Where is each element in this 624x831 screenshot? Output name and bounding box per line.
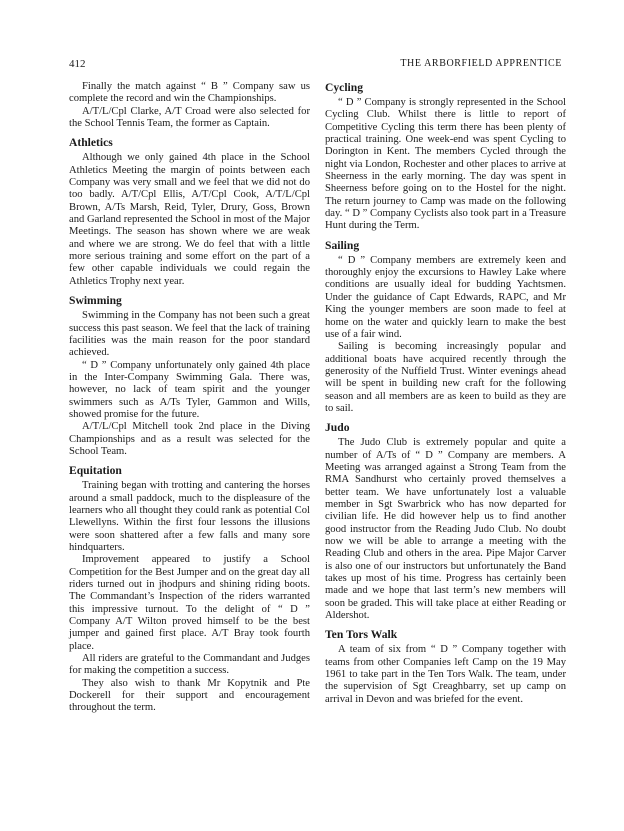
equitation-paragraph: All riders are grateful to the Commandant and Judges for making the competition a success. xyxy=(69,653,310,677)
sailing-paragraph: “ D ” Company members are extremely keen and thoroughly enjoy the excursions to Hawley Lake where conditions are usually ideal for budding Yachtsmen. Under the guidance of Capt Edwards, RAPC, and Mr King the younger members are soon made to feel at home on the water and quickly learn to make the best use of a fair wind. xyxy=(325,254,566,340)
section-heading-athletics: Athletics xyxy=(69,136,113,150)
section-heading-cycling: Cycling xyxy=(325,81,364,94)
section-heading-ten-tors: Ten Tors Walk xyxy=(325,628,398,642)
equitation-paragraph: Improvement appeared to justify a School Competition for the Best Jumper and on the great day all riders turned out in jhodpurs and shining riding boots. The Commandant’s Inspection of the riders warranted this impressive turnout. To the delight of “ D ” Company A/T Wilton proved himself to be the best jumper and gained first place. A/T Bray took fourth place. xyxy=(69,554,310,652)
section-heading-judo: Judo xyxy=(325,421,350,435)
equitation-paragraph: Training began with trotting and cantering the horses around a small paddock, much to the displeasure of the learners who all thought they could rank as potential Col Llewellyns. Within the first four lessons the illusions were soon shattered after a few falls and many sore hindquarters. xyxy=(69,480,310,553)
page-number: 412 xyxy=(69,58,86,70)
running-head: THE ARBORFIELD APPRENTICE xyxy=(400,58,562,69)
section-heading-swimming: Swimming xyxy=(69,294,122,308)
swimming-paragraph: A/T/L/Cpl Mitchell took 2nd place in the Diving Championships and as a result was selected for the School Team. xyxy=(69,421,310,457)
section-heading-equitation: Equitation xyxy=(69,464,122,478)
page-header xyxy=(69,58,562,72)
athletics-paragraph: Although we only gained 4th place in the School Athletics Meeting the margin of points between each Company was very small and we feel that we did not do too badly. A/T/Cpl Ellis, A/T/Cpl Cook, A/T/L/Cpl Brown, A/Ts Marsh, Reid, Tyler, Drury, Goss, Brown and Garland represented the School in most of the Major Meetings. The season has shown where we are weak and where we are strong. We do feel that with a little more serious training and some effort on the part of a few other capable individuals we could regain the Athletics Trophy next year. xyxy=(69,152,310,287)
section-heading-sailing: Sailing xyxy=(325,238,360,252)
intro-paragraph: Finally the match against “ B ” Company saw us complete the record and win the Championships. xyxy=(69,81,310,105)
swimming-paragraph: “ D ” Company unfortunately only gained 4th place in the Inter-Company Swimming Gala. There was, however, no lack of team spirit and the younger swimmers such as A/Ts Tyler, Gammon and Wills, showed promise for the future. xyxy=(69,359,310,420)
cycling-paragraph: “ D ” Company is strongly represented in the School Cycling Club. Whilst there is little to report of Competitive Cycling this term there has been plenty of practical training. One week-end was spent Cycling to Dorington in Kent. The members Cycled through the night via London, Rochester and other places to arrive at Sheerness in the early morning. The day was spent in Sheerness before going on to the Hostel for the night. The return journey to Camp was made on the following day. “ D ” Company Cyclists also took part in a Treasure Hunt during the Term. xyxy=(325,97,566,232)
judo-paragraph: The Judo Club is extremely popular and quite a number of A/Ts of “ D ” Company are members. A Meeting was arranged against a Strong Team from the RMA Sandhurst who certainly proved themselves a better team. We have unfortunately lost a valuable member in Sgt Swarbrick who has now departed for civilian life. He did however help us to find another good instructor from the Reading Judo Club. No doubt now we will be able to arrange a meeting with the Reading Club and others in the area. Pipe Major Carver is also one of our instructors but unfortunately the Band takes up most of his time. Progress has certainly been made and we hope that last term’s new members will soon be graded. This will take place at either Reading or Aldershot. xyxy=(325,437,566,622)
sailing-paragraph: Sailing is becoming increasingly popular and additional boats have acquired recently through the generosity of the Nuffield Trust. Winter evenings ahead will be spent in building new craft for the following season and all members are as keen to build as they are to sail. xyxy=(325,341,566,414)
ten-tors-paragraph: A team of six from “ D ” Company together with teams from other Companies left Camp on the 19 May 1961 to take part in the Ten Tors Walk. The team, under the supervision of Sgt Creaghbarry, set up camp on arrival in Devon and was briefed for the event. xyxy=(325,644,566,705)
left-column xyxy=(69,81,310,715)
intro-paragraph: A/T/L/Cpl Clarke, A/T Croad were also selected for the School Tennis Team, the former as Captain. xyxy=(69,105,310,130)
right-column xyxy=(325,81,566,706)
equitation-paragraph: They also wish to thank Mr Kopytnik and Pte Dockerell for their support and encouragement throughout the term. xyxy=(69,677,310,714)
swimming-paragraph: Swimming in the Company has not been such a great success this past season. We feel that the lack of training facilities was the main reason for the poor standard achieved. xyxy=(69,310,310,359)
